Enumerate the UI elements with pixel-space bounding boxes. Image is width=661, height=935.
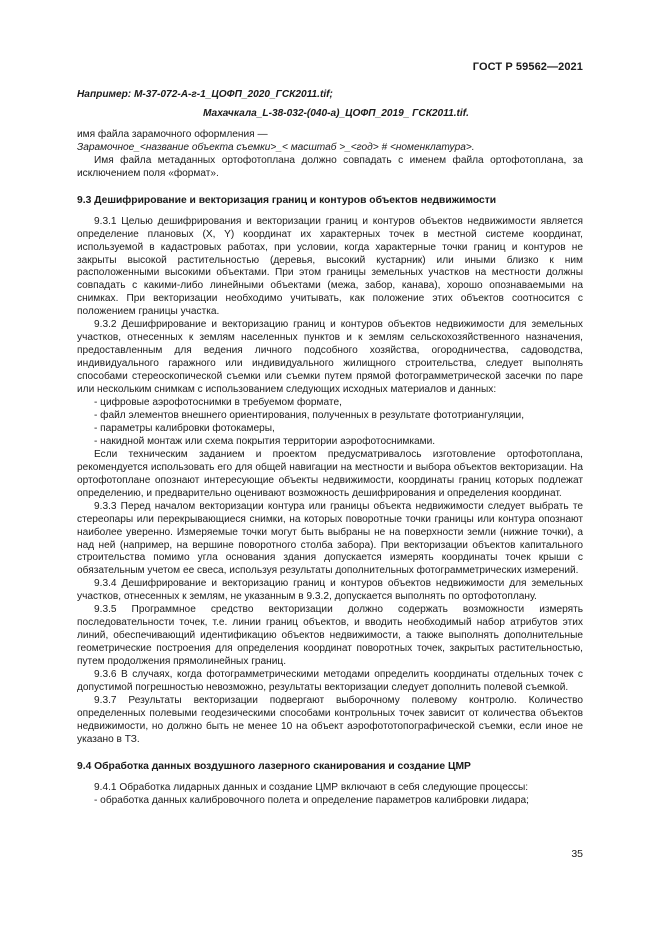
list-item: - накидной монтаж или схема покрытия территории аэрофотоснимками. (94, 435, 436, 447)
list-item: - файл элементов внешнего ориентирования, полученных в результате фототриангуляции, (94, 409, 525, 421)
section-9-4-heading: 9.4 Обработка данных воздушного лазерного сканирования и создание ЦМР (77, 760, 471, 772)
paragraph-9-3-5: 9.3.5 Программное средство векторизации должно содержать возможности измерять последовательности точек, т.е. линии границ объектов, и вводить необходимый набор атрибутов этих линий, обеспечивающий идентификацию объектов недвижимости, а также выполнять дополнительные геометрические построения для определения координат поворотных точек, закрытых растительностью, путем продолжения прямолинейных границ. (77, 604, 583, 668)
example-filename-1: Например: М-37-072-А-г-1_ЦОФП_2020_ГСК2011.tif; (77, 89, 333, 100)
paragraph-9-3-1: 9.3.1 Целью дешифрирования и векторизации границ и контуров объектов недвижимости является определение плановых (X, Y) координат их характерных точек в местной системе координат, используемой в кадастровых работах, при условии, когда характерные точки границ и контуров не закрыты высокой растительностью (деревья, высокий кустарник) или иными близко к ним расположенными высокими объектами. При этом границы земельных участков на местности должны совпадать с какими-либо линейными объектами (межа, забор, канава), хорошо опознаваемыми на снимках. При векторизации необходимо учитывать, как положение этих объектов соотносится с положением границы участка. (77, 215, 583, 318)
example-filename-2: Махачкала_L-38-032-(040-а)_ЦОФП_2019_ ГСК2011.tif. (203, 107, 469, 119)
paragraph-9-3-3: 9.3.3 Перед началом векторизации контура или границы объекта недвижимости следует выбрать те стереопары или перекрывающиеся снимки, на которых поворотные точки границы или контура опознают наиболее уверенно. Измеряемые точки могут быть выбраны не на поверхности земли (нижние точки), а над ней (например, на вершине поворотного столба забора). При векторизации объектов капитального строительства помимо угла основания здания допускается измерять координаты точек крыши с обязательным учетом ее свеса, используя результаты дополнительных фотограмметрических измерений. (77, 500, 583, 577)
list-item: - параметры калибровки фотокамеры, (94, 422, 275, 434)
paragraph-9-3-4: 9.3.4 Дешифрирование и векторизацию границ и контуров объектов недвижимости для земельных участков, отнесенных к землям, не указанным в 9.3.2, допускается выполнять по ортофотоплану. (77, 578, 583, 603)
list-item: - обработка данных калибровочного полета и определение параметров калибровки лидара; (94, 794, 529, 806)
metadata-filename-note: Имя файла метаданных ортофотоплана должно совпадать с именем файла ортофотоплана, за исключением поля «формат». (77, 154, 583, 179)
document-standard-id: ГОСТ Р 59562—2021 (472, 61, 583, 73)
paragraph-orthophoto-note: Если техническим заданием и проектом предусматривалось изготовление ортофотоплана, рекомендуется использовать его для общей навигации на местности и выбора объектов векторизации. На ортофотоплане опознают интересующие объекты недвижимости, координаты границ которых подлежат определению, и предварительно оценивают возможность дешифрирования и определения координат. (77, 448, 583, 499)
page-content (77, 89, 583, 808)
paragraph-9-4-1: 9.4.1 Обработка лидарных данных и создание ЦМР включают в себя следующие процессы: (94, 781, 529, 793)
paragraph-9-3-6: 9.3.6 В случаях, когда фотограмметрическими методами определить координаты отдельных точек с допустимой погрешностью невозможно, результаты векторизации следует дополнить полевой съемкой. (77, 669, 583, 693)
paragraph-9-3-7: 9.3.7 Результаты векторизации подвергают выборочному полевому контролю. Количество определенных полевыми геодезическими способами контрольных точек зависит от количества объектов недвижимости, но должно быть не менее 10 на объект аэрофототопографической съемки, если иное не указано в ТЗ. (77, 694, 583, 745)
section-9-3-heading: 9.3 Дешифрирование и векторизация границ и контуров объектов недвижимости (77, 194, 497, 206)
page-number: 35 (571, 848, 583, 860)
list-item: - цифровые аэрофотоснимки в требуемом формате, (94, 397, 342, 409)
frame-file-label: имя файла зарамочного оформления — (77, 128, 268, 140)
frame-file-template: Зарамочное_<название объекта съемки>_< масштаб >_<год> # <номенклатура>. (77, 141, 475, 153)
paragraph-9-3-2: 9.3.2 Дешифрирование и векторизацию границ и контуров объектов недвижимости для земельных участков, отнесенных к землям населенных пунктов и к землям сельскохозяйственного назначения, предоставленным для ведения личного подсобного хозяйства, огородничества, садоводства, индивидуального гаражного или индивидуального жилищного строительства, следует выполнять способами стереоскопической съемки или съемки путем прямой фотограмметрической засечки по паре или нескольким снимкам с использованием следующих исходных материалов и данных: (77, 319, 583, 396)
